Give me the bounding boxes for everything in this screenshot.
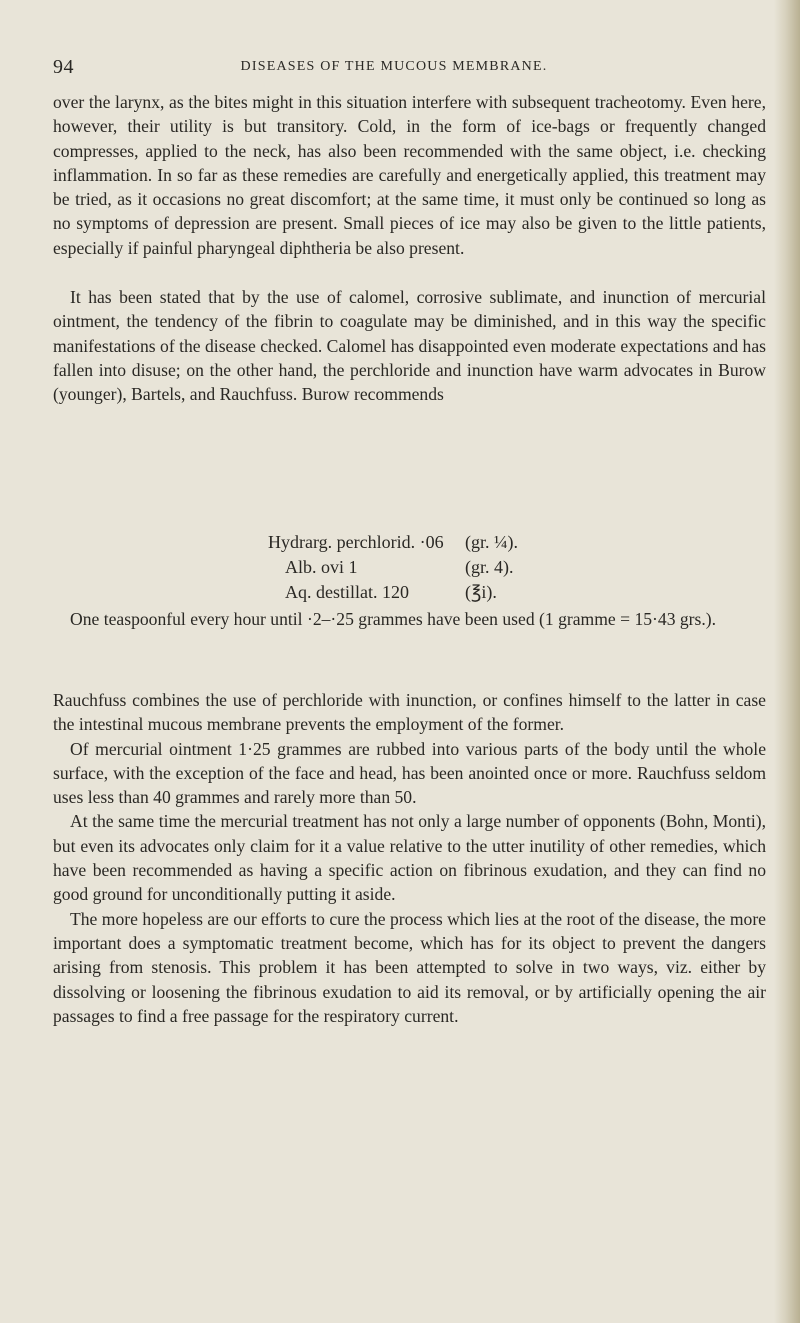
formula-row [268, 580, 518, 605]
paragraph-leeches-cold [53, 90, 766, 260]
formula-ingredient: Hydrarg. perchlorid. ·06 [268, 532, 444, 552]
page-edge-shadow [774, 0, 800, 1323]
paragraph-text: Rauchfuss combines the use of perchloride with inunction, or confines himself to the latter in case the intestinal mucous membrane prevents the employment of the former. [53, 690, 766, 735]
paragraph-text: It has been stated that by the use of calomel, corrosive sublimate, and inunction of mercurial ointment, the tendency of the fibrin to coagulate may be diminished, and in this way the specific manifestations of the disease checked. Calomel has disappointed even moderate expectations and has fallen into disuse; on the other hand, the perchloride and inunction have warm advocates in Burow (younger), Bartels, and Rauchfuss. Burow recommends [53, 287, 766, 405]
formula-dose: (gr. ¼). [465, 532, 518, 552]
paragraph-text: Of mercurial ointment 1·25 grammes are rubbed into various parts of the body until the whole surface, with the exception of the face and head, has been anointed once or more. Rauchfuss seldom uses less than 40 grammes and rarely more than 50. [53, 738, 766, 808]
prescription-formula [268, 530, 518, 605]
page-header [53, 56, 765, 80]
formula-row [268, 530, 518, 555]
paragraph-text: At the same time the mercurial treatment has not only a large number of opponents (Bohn, Monti), but even its advocates only claim for it a value relative to the utter inutility of other remedies, which have been recommended as having a specific action on fibrinous exudation, and they can find no good ground for unconditionally putting it aside. [53, 811, 766, 905]
running-title: DISEASES OF THE MUCOUS MEMBRANE. [240, 59, 548, 74]
paragraph-dosage [53, 607, 766, 631]
formula-dose: (gr. 4). [465, 557, 514, 577]
formula-row [268, 555, 518, 580]
paragraph-text: over the larynx, as the bites might in this situation interfere with subsequent tracheotomy. Even here, however, their utility is but transitory. Cold, in the form of ice-bags or frequently changed compresses, applied to the neck, has also been recommended with the same object, i.e. checking inflammation. In so far as these remedies are carefully and energetically applied, this treatment may be tried, as it occasions no great discomfort; at the same time, it must only be continued so long as no symptoms of depression are present. Small pieces of ice may also be given to the little patients, especially if painful pharyngeal diphtheria be also present. [53, 92, 766, 258]
formula-dose: (℥i). [465, 582, 497, 602]
paragraph-group-rauchfuss [53, 688, 766, 1028]
page-number: 94 [53, 56, 74, 78]
formula-ingredient: Aq. destillat. 120 [285, 582, 409, 602]
paragraph-text: The more hopeless are our efforts to cure the process which lies at the root of the disease, the more important does a symptomatic treatment become, which has for its object to prevent the dangers arising from stenosis. This problem it has been attempted to solve in two ways, viz. either by dissolving or loosening the fibrinous exudation to aid its removal, or by artificially opening the air passages to find a free passage for the respiratory current. [53, 908, 766, 1026]
paragraph-mercurials [53, 285, 766, 406]
paragraph-text: One teaspoonful every hour until ·2–·25 grammes have been used (1 gramme = 15·43 grs.). [70, 609, 717, 629]
formula-ingredient: Alb. ovi 1 [285, 557, 358, 577]
